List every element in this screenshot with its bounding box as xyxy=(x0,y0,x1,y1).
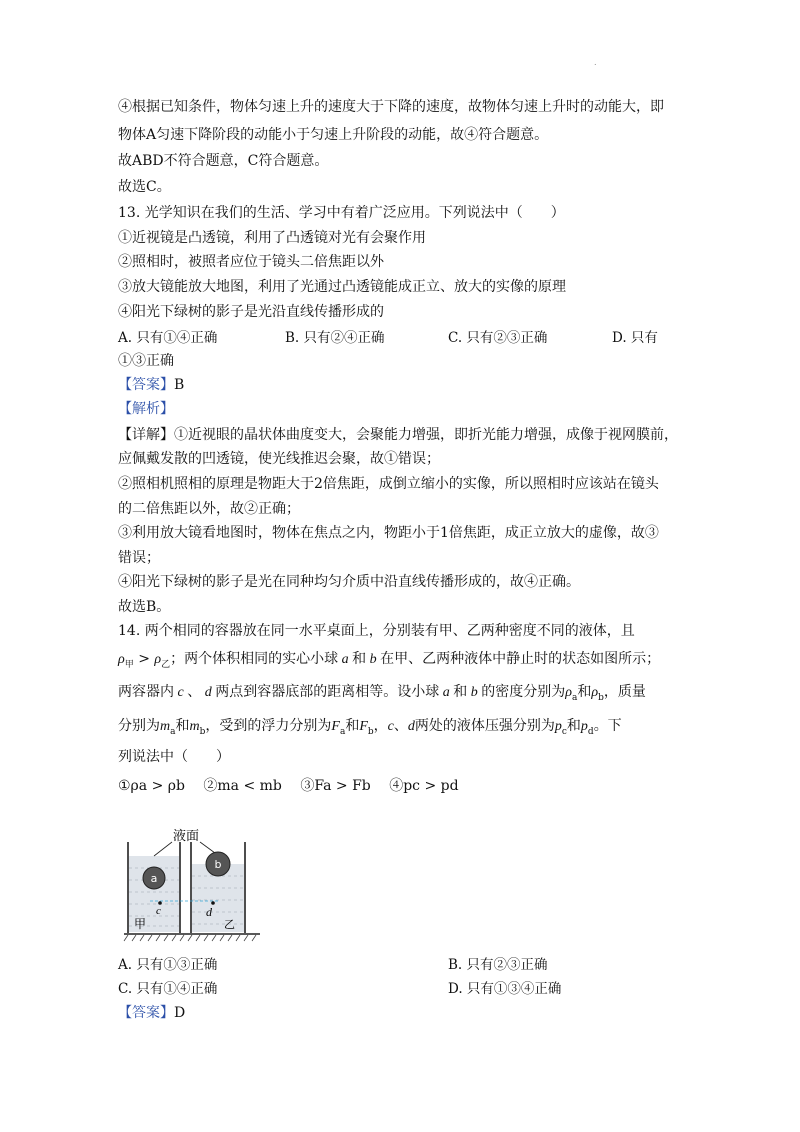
q13-statement-2: ②照相时，被照者应位于镜头二倍焦距以外 xyxy=(118,254,384,270)
detail-line xyxy=(118,424,678,446)
containers-figure xyxy=(120,828,265,946)
q13-statement-1: ①近视镜是凸透镜，利用了凸透镜对光有会聚作用 xyxy=(118,230,426,246)
q14-text: 和 xyxy=(577,684,592,700)
detail-line: ③利用放大镜看地图时，物体在焦点之内，物距小于1倍焦距，成正立放大的虚像，故③ xyxy=(118,525,659,541)
text-line: 物体A匀速下降阶段的动能小于匀速上升阶段的动能，故④符合题意。 xyxy=(118,127,549,143)
detail-line: 的二倍焦距以外，故②正确； xyxy=(118,501,300,517)
ball-b-label: b xyxy=(214,858,222,871)
detail-line: ②照相机照相的原理是物距大于2倍焦距，成倒立缩小的实像，所以照相时应该站在镜头 xyxy=(118,476,659,492)
q14-text: 和 xyxy=(175,718,190,734)
q14-text: 分别为 xyxy=(118,718,160,734)
answer-value: B xyxy=(174,377,185,393)
question-14: 14. 两个相同的容器放在同一水平桌面上，分别装有甲、乙两种密度不同的液体，且 xyxy=(118,623,635,639)
answer-tag: 【答案】 xyxy=(118,1005,174,1021)
q14-text: 两点到容器底部的距离相等。设小球 xyxy=(215,684,440,700)
q14-text: 、 xyxy=(187,684,202,700)
answer-13 xyxy=(118,374,184,396)
detail-line: 应佩戴发散的凹透镜，使光线推迟会聚，故①错误； xyxy=(118,451,440,467)
q14-text: 和 xyxy=(352,651,367,667)
q14-option-d: D. 只有①③④正确 xyxy=(448,981,562,997)
liquid-yi-label: 乙 xyxy=(224,918,235,931)
detail-line: 错误； xyxy=(118,550,160,566)
point-d-label: d xyxy=(206,905,212,919)
q14-text: 在甲、乙两种液体中静止时的状态如图所示； xyxy=(380,651,661,667)
q14-line-3: 两容器内 c 、 d 两点到容器底部的距离相等。设小球 a 和 b 的密度分别为$\rho_a$和$\rho_b$，质量 xyxy=(118,684,646,703)
detail-tag: 【详解】 xyxy=(118,427,174,443)
q14-line-2: $\rho_甲 > \rho_乙$；两个体积相同的实心小球 a 和 b 在甲、乙两种液体中静止时的状态如图所示； xyxy=(118,651,661,670)
q14-line-4: 分别为$m_a$和$m_b$，受到的浮力分别为$F_a$和$F_b$，c、d两处的液体压强分别为$p_c$和$p_d$。下 xyxy=(118,718,622,737)
page-mark: . xyxy=(594,58,597,67)
text-line: 故ABD不符合题意，C符合题意。 xyxy=(118,153,329,169)
q14-option-b: B. 只有②③正确 xyxy=(448,957,548,973)
q14-line-5: 列说法中（ ） xyxy=(118,749,230,765)
q14-text: 。下 xyxy=(593,718,622,734)
ball-a-label: a xyxy=(150,872,158,885)
q14-statements: ①ρa > ρb ②ma < mb ③Fa > Fb ④pc > pd xyxy=(118,778,459,794)
answer-value: D xyxy=(174,1005,186,1021)
q13-statement-3: ③放大镜能放大地图，利用了光通过凸透镜能成正立、放大的实像的原理 xyxy=(118,279,566,295)
detail-line: 故选B。 xyxy=(118,599,171,615)
answer-14 xyxy=(118,1002,185,1024)
text-line: ④根据已知条件，物体匀速上升的速度大于下降的速度，故物体匀速上升时的动能大，即 xyxy=(118,99,664,115)
q13-option-c: C. 只有②③正确 xyxy=(448,330,548,346)
q14-option-c: C. 只有①④正确 xyxy=(118,981,218,997)
q14-text: ， xyxy=(373,718,388,734)
q14-text: 两容器内 xyxy=(118,684,174,700)
liquid-surface-label: 液面 xyxy=(172,829,200,844)
q14-option-a: A. 只有①③正确 xyxy=(118,957,218,973)
detail-text: ①近视眼的晶状体曲度变大，会聚能力增强，即折光能力增强，成像于视网膜前， xyxy=(174,427,678,443)
question-13: 13. 光学知识在我们的生活、学习中有着广泛应用。下列说法中（ ） xyxy=(118,205,565,221)
q14-text: ；两个体积相同的实心小球 xyxy=(170,651,339,667)
q13-option-b: B. 只有②④正确 xyxy=(285,330,385,346)
q14-text: 和 xyxy=(453,684,468,700)
q13-option-d-cont: ①③正确 xyxy=(118,353,174,369)
q14-text: 的密度分别为 xyxy=(481,684,566,700)
q14-text: 和 xyxy=(345,718,360,734)
text-line: 故选C。 xyxy=(118,179,171,195)
q13-statement-4: ④阳光下绿树的影子是光沿直线传播形成的 xyxy=(118,304,384,320)
q14-text: 、 xyxy=(393,718,408,734)
q14-text: 两处的液体压强分别为 xyxy=(414,718,555,734)
q14-text: ，受到的浮力分别为 xyxy=(205,718,332,734)
answer-tag: 【答案】 xyxy=(118,377,174,393)
detail-line: ④阳光下绿树的影子是光在同种均匀介质中沿直线传播形成的，故④正确。 xyxy=(118,574,580,590)
point-c-label: c xyxy=(156,905,161,917)
q13-option-a: A. 只有①④正确 xyxy=(118,330,218,346)
liquid-jia-label: 甲 xyxy=(134,917,147,931)
q13-option-d: D. 只有 xyxy=(612,330,658,346)
q14-text: 和 xyxy=(566,718,581,734)
q14-text: ，质量 xyxy=(603,684,646,700)
analysis-tag: 【解析】 xyxy=(118,401,174,417)
